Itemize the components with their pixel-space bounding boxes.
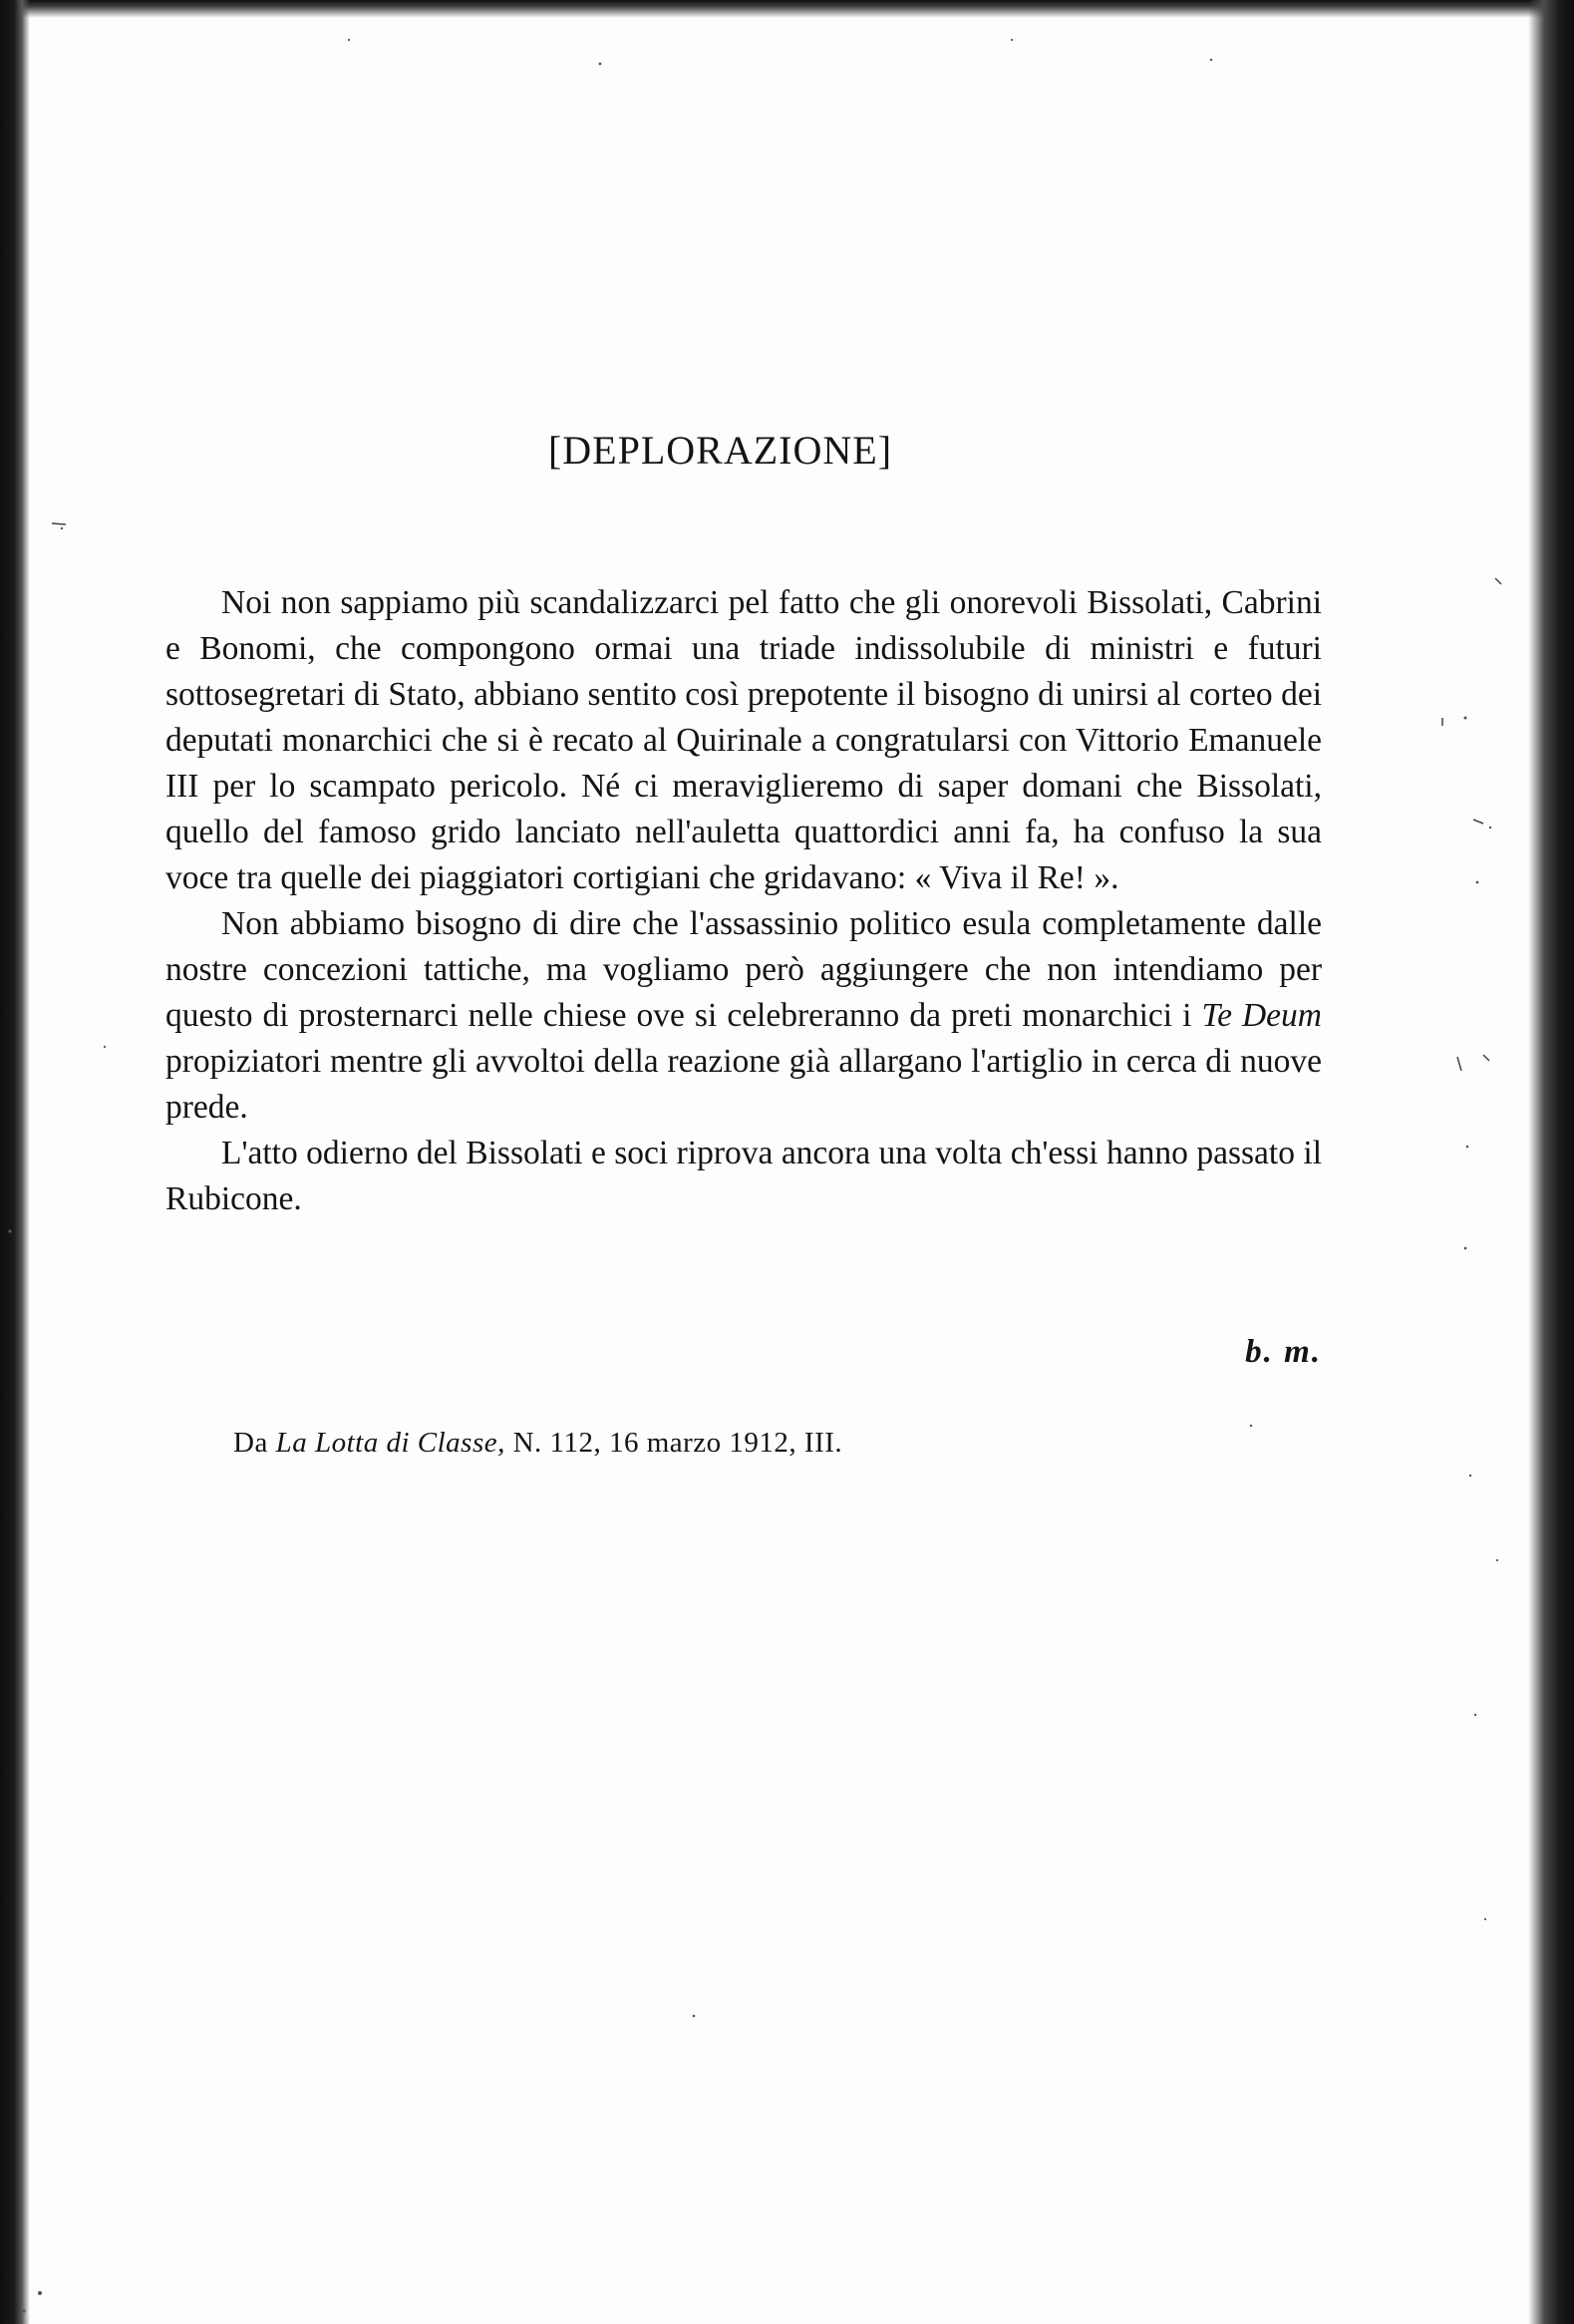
author-signature: b. m. <box>1245 1334 1322 1370</box>
source-publication: La Lotta di Classe, <box>275 1427 505 1459</box>
source-prefix: Da <box>233 1427 276 1459</box>
page-title: [DEPLORAZIONE] <box>547 428 893 473</box>
te-deum-italic: Te Deum <box>1201 997 1322 1034</box>
source-citation <box>233 1427 842 1460</box>
article-body <box>165 580 1322 1222</box>
paragraph-2-text-start: Non abbiamo bisogno di dire che l'assassinio politico esula completamente dalle nostre concezioni tattiche, ma vogliamo però aggiungere che non intendiamo per questo di prosternarci nelle chiese ove si celebreranno da preti monarchici i <box>165 905 1322 1034</box>
paragraph-1: Noi non sappiamo più scandalizzarci pel fatto che gli onorevoli Bissolati, Cabrini e Bonomi, che compongono ormai una triade indissolubile di ministri e futuri sottosegretari di Stato, abbiano sentito così prepotente il bisogno di unirsi al corteo dei deputati monarchici che si è recato al Quirinale a congratularsi con Vittorio Emanuele III per lo scampato pericolo. Né ci meraviglieremo di saper domani che Bissolati, quello del famoso grido lanciato nell'auletta quattordici anni fa, ha confuso la sua voce tra quelle dei piaggiatori cortigiani che gridavano: « Viva il Re! ». <box>165 584 1322 896</box>
source-details: N. 112, 16 marzo 1912, III. <box>504 1427 843 1459</box>
paragraph-2 <box>165 901 1322 1131</box>
paragraph-3: L'atto odierno del Bissolati e soci riprova ancora una volta ch'essi hanno passato il Rubicone. <box>165 1135 1322 1217</box>
paragraph-2-text-end: propiziatori mentre gli avvoltoi della reazione già allargano l'artiglio in cerca di nuove prede. <box>165 1043 1322 1126</box>
